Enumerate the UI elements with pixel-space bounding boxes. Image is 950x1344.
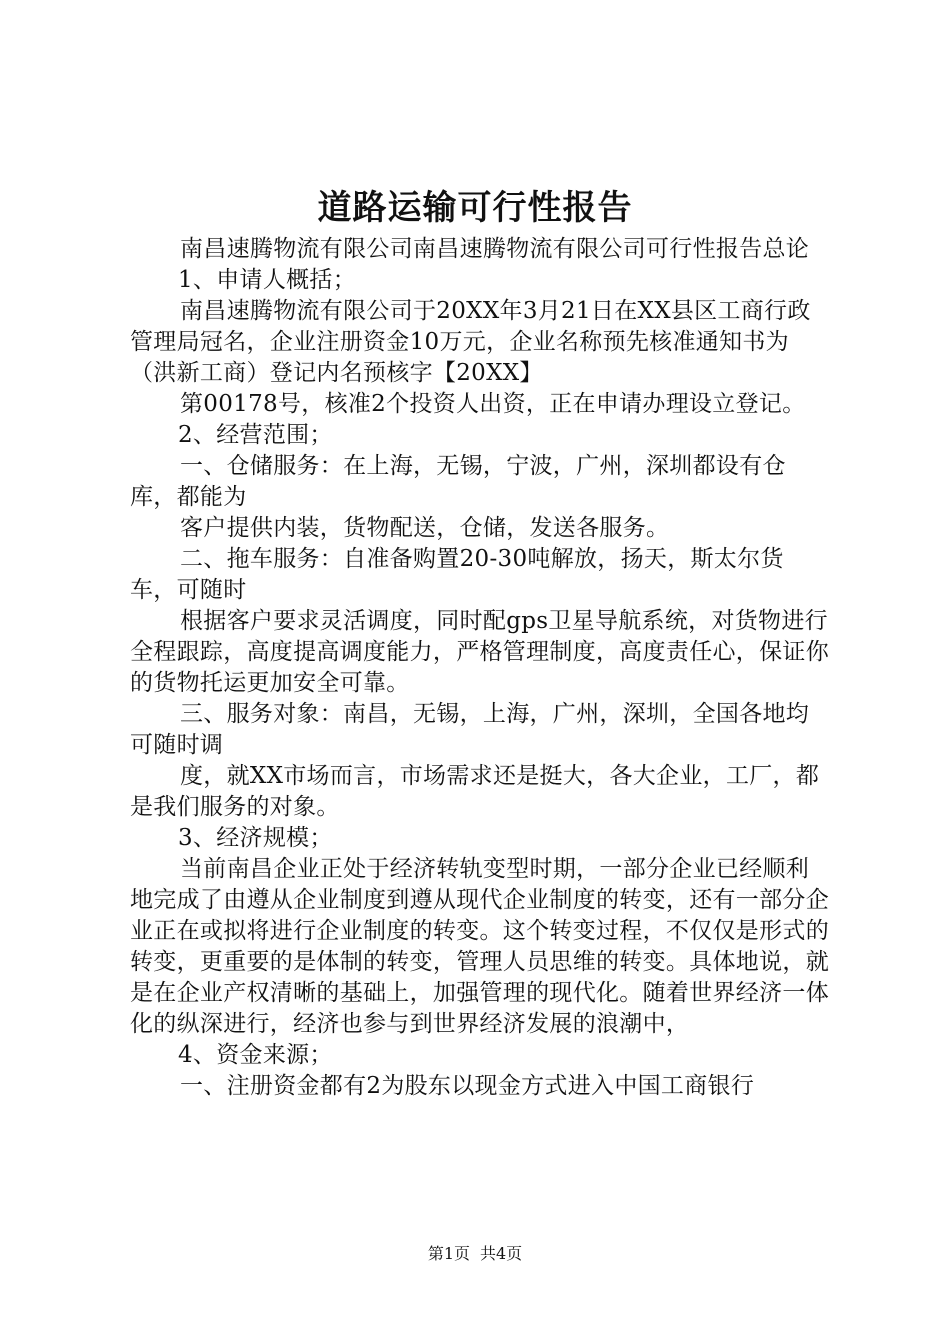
paragraph-intro: 南昌速腾物流有限公司南昌速腾物流有限公司可行性报告总论 xyxy=(180,236,810,262)
page-footer xyxy=(0,1243,950,1265)
paragraph-towing-service-cont: 根据客户要求灵活调度，同时配gps卫星导航系统，对货物进行全程跟踪，高度提高调度能力，严格管理制度，高度责任心，保证你的货物托运更加安全可靠。 xyxy=(130,608,829,696)
page-total: 共4页 xyxy=(480,1244,523,1263)
heading-business-scope: 2、经营范围； xyxy=(178,422,333,448)
paragraph-approval-number: 第00178号，核准2个投资人出资，正在申请办理设立登记。 xyxy=(180,391,806,417)
paragraph-service-targets: 三、服务对象：南昌，无锡，上海，广州，深圳，全国各地均可随时调 xyxy=(130,701,810,758)
heading-economic-scale: 3、经济规模； xyxy=(178,825,333,851)
document-title: 道路运输可行性报告 xyxy=(317,188,633,228)
paragraph-company-registration: 南昌速腾物流有限公司于20XX年3月21日在XX县区工商行政管理局冠名，企业注册资金10万元，企业名称预先核准通知书为（洪新工商）登记内名预核字【20XX】 xyxy=(130,298,811,386)
paragraph-storage-service: 一、仓储服务：在上海，无锡，宁波，广州，深圳都设有仓库，都能为 xyxy=(130,453,786,510)
document-body xyxy=(130,234,830,1102)
heading-funding-source: 4、资金来源； xyxy=(178,1042,333,1068)
paragraph-economic-scale: 当前南昌企业正处于经济转轨变型时期，一部分企业已经顺利地完成了由遵从企业制度到遵从现代企业制度的转变，还有一部分企业正在或拟将进行企业制度的转变。这个转变过程，不仅仅是形式的转变，更重要的是体制的转变，管理人员思维的转变。具体地说，就是在企业产权清晰的基础上，加强管理的现代化。随着世界经济一体化的纵深进行，经济也参与到世界经济发展的浪潮中， xyxy=(130,856,829,1037)
page-number: 第1页 xyxy=(427,1244,470,1263)
paragraph-storage-service-cont: 客户提供内装，货物配送，仓储，发送各服务。 xyxy=(180,515,670,541)
paragraph-service-targets-cont: 度，就XX市场而言，市场需求还是挺大，各大企业，工厂，都是我们服务的对象。 xyxy=(130,763,820,820)
paragraph-towing-service: 二、拖车服务：自准备购置20-30吨解放，扬天，斯太尔货车，可随时 xyxy=(130,546,784,603)
heading-applicant: 1、申请人概括； xyxy=(178,267,357,293)
paragraph-registered-capital: 一、注册资金都有2为股东以现金方式进入中国工商银行 xyxy=(180,1073,755,1099)
